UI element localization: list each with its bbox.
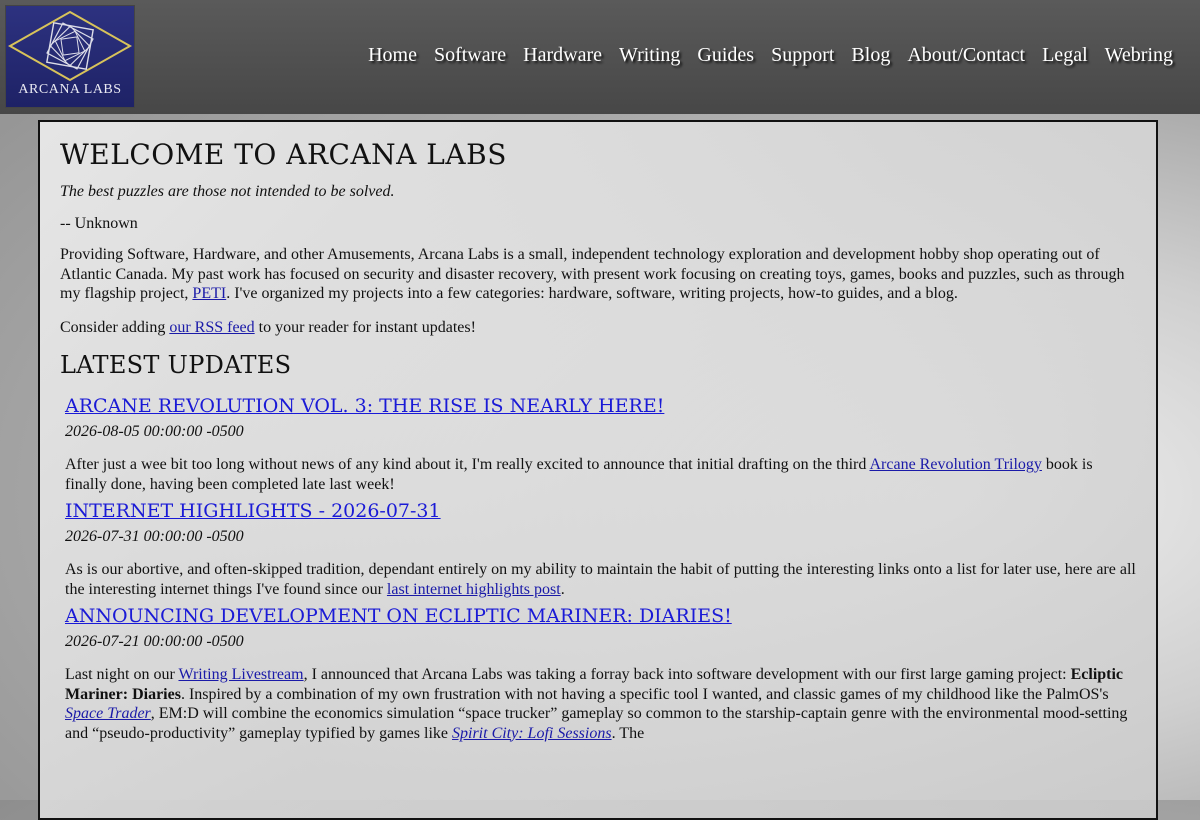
spirit-city-link[interactable]: Spirit City: Lofi Sessions	[452, 724, 612, 742]
post-title-link[interactable]: ANNOUNCING DEVELOPMENT ON ECLIPTIC MARINER: DIARIES!	[65, 605, 732, 627]
rss-feed-link[interactable]: our RSS feed	[169, 318, 255, 336]
post-date: 2026-07-21 00:00:00 -0500	[65, 633, 244, 650]
post-text: After just a wee bit too long without news of any kind about it, I'm really excited to announce that initial drafting on the third	[65, 456, 870, 473]
logo-text: ARCANA LABS	[18, 82, 122, 97]
game-title: Ecliptic Mariner: Diaries	[65, 666, 1124, 703]
intro-paragraph	[60, 245, 1136, 304]
post-title-link[interactable]: INTERNET HIGHLIGHTS - 2026-07-31	[65, 500, 441, 522]
nav-guides[interactable]: Guides	[697, 44, 755, 66]
post-summary	[65, 560, 1136, 599]
post-text: As is our abortive, and often-skipped tradition, dependant entirely on my ability to maintain the habit of putting the interesting links onto a list for later use, here are all the interesting internet things I've found since our	[65, 561, 1136, 598]
rss-text-end: to your reader for instant updates!	[254, 318, 476, 336]
page-title: WELCOME TO ARCANA LABS	[60, 138, 507, 171]
post-text: , I announced that Arcana Labs was taking a forray back into software development with our first large gaming project:	[303, 666, 1071, 683]
main-nav	[368, 44, 1173, 67]
intro-text-end: . I've organized my projects into a few categories: hardware, software, writing projects, how-to guides, and a blog.	[226, 285, 958, 302]
post-summary	[65, 665, 1136, 743]
rss-paragraph	[60, 318, 1136, 338]
post-date: 2026-07-31 00:00:00 -0500	[65, 528, 244, 545]
site-logo[interactable]	[5, 5, 135, 108]
post-item	[60, 395, 1136, 494]
intro-text: Providing Software, Hardware, and other Amusements, Arcana Labs is a small, independent technology exploration and development hobby shop operating out of Atlantic Canada. My past work has focused on security and disaster recovery, with present work focusing on creating toys, games, books and puzzles, such as through my flagship project,	[60, 246, 1125, 302]
rss-text: Consider adding	[60, 318, 170, 336]
nav-writing[interactable]: Writing	[619, 44, 681, 66]
post-text-end: .	[560, 580, 565, 598]
quote-attribution: -- Unknown	[60, 215, 138, 232]
post-summary	[65, 455, 1136, 494]
post-text: , EM:D will combine the economics simulation “space trucker” gameplay so common to the starship-captain genre with the environmental mood-setting and “pseudo-productivity” gameplay typified by games like	[65, 705, 1128, 742]
nav-about-contact[interactable]: About/Contact	[907, 44, 1026, 66]
post-item	[60, 605, 1136, 743]
post-text: Last night on our	[65, 666, 179, 683]
nav-hardware[interactable]: Hardware	[523, 44, 602, 66]
post-date: 2026-08-05 00:00:00 -0500	[65, 423, 244, 440]
post-text: . Inspired by a combination of my own frustration with not having a specific tool I wanted, and classic games of my childhood like the PalmOS's	[180, 685, 1109, 703]
space-trader-link[interactable]: Space Trader	[65, 705, 151, 722]
epigraph-quote: The best puzzles are those not intended to be solved.	[60, 183, 395, 200]
nav-legal[interactable]: Legal	[1042, 44, 1088, 66]
nav-blog[interactable]: Blog	[851, 44, 891, 66]
post-text-end: book is finally done, having been completed late last week!	[65, 456, 1093, 493]
post-title-link[interactable]: ARCANE REVOLUTION VOL. 3: THE RISE IS NEARLY HERE!	[65, 395, 665, 417]
top-bar	[0, 0, 1200, 114]
latest-updates-heading: LATEST UPDATES	[60, 351, 292, 379]
arcane-revolution-trilogy-link[interactable]: Arcane Revolution Trilogy	[869, 456, 1042, 473]
writing-livestream-link[interactable]: Writing Livestream	[178, 666, 304, 683]
post-item	[60, 500, 1136, 599]
nav-webring[interactable]: Webring	[1104, 44, 1173, 66]
post-text-end: . The	[611, 724, 645, 742]
content-panel	[38, 120, 1158, 820]
nav-software[interactable]: Software	[433, 44, 507, 66]
last-highlights-link[interactable]: last internet highlights post	[386, 580, 561, 598]
peti-link[interactable]: PETI	[192, 285, 227, 302]
nav-support[interactable]: Support	[771, 44, 835, 66]
nav-home[interactable]: Home	[368, 44, 417, 66]
